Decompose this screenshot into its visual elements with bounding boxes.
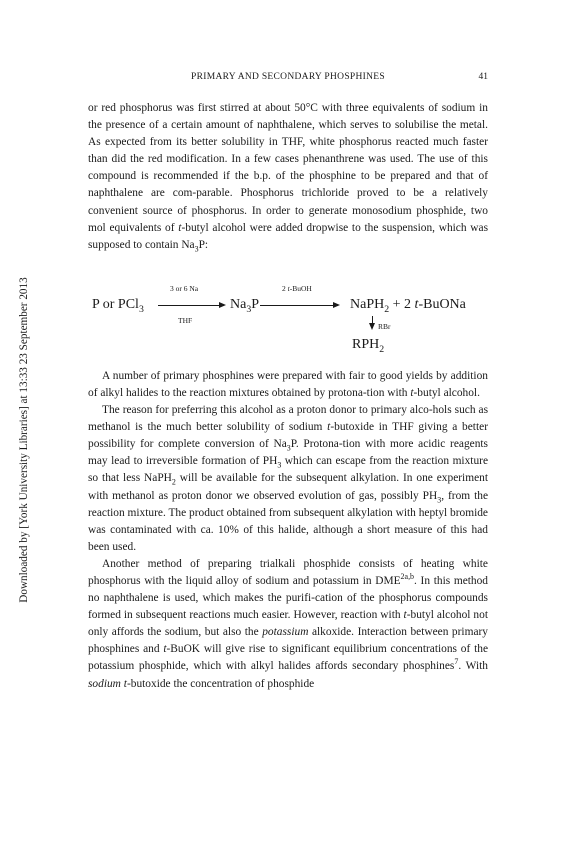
paragraph-3 xyxy=(88,402,488,556)
arrow1-reagent-label: 3 or 6 Na xyxy=(170,283,199,293)
p3-subscript: 3 xyxy=(277,460,282,470)
arrow2-reagent-label: 2 t-BuOH xyxy=(282,283,312,293)
p4-italic: t xyxy=(123,677,127,690)
p3-italic: t xyxy=(327,421,331,434)
p3-subscript: 2 xyxy=(171,477,176,487)
p3-text: , from the reaction mixture. The product obtained from subsequent alkylation with heptyl bromide was contaminated with ca. 10% of this halide, although a short measure of this had been used. xyxy=(88,489,488,553)
p2-text: A number of primary phosphines were prepared with fair to good yields by addition of alkyl halides to the reaction mixtures obtained by protona-tion with xyxy=(88,369,488,399)
p3-text: The reason for preferring this alcohol as a proton donor to primary alco-hols such as methanol is the much better solubility of sodium xyxy=(88,404,488,434)
reaction-arrow-2 xyxy=(260,305,338,306)
p1-text: or red phosphorus was first stirred at about 50°C with three equivalents of sodium in the presence of a certain amount of naphthalene, which serves to solubilise the metal. As expected from its better solubility in THF, white phosphorus reacted much faster than did the red modification. In a few cases phenanthrene was used. The use of this compound is recommended if the b.p. of the phosphine to be prepared and that of naphthalene are com-parable. Phosphorus trichloride proved to be a relatively convenient source of phosphorus. In order to generate monosodium phosphide, two mol equivalents of xyxy=(88,102,488,234)
down-arrow-reagent-label: RBr xyxy=(378,321,391,331)
p3-text: will be available for the subsequent alkylation. In one experiment with methanol as proton donor we observed evolution of gas, possibly PH xyxy=(88,472,488,502)
scheme-final-product: $RPH_2$ xyxy=(352,336,385,355)
p4-text: . With xyxy=(458,660,489,673)
download-watermark-text: Downloaded by [York University Libraries] at 13:33 23 September 2013 xyxy=(18,277,30,603)
p4-italic: t xyxy=(403,609,407,622)
arrow1-solvent-label: THF xyxy=(178,315,193,325)
p1-italic: t xyxy=(178,221,182,234)
p4-text: . In this method no naphthalene is used, which makes the purifi-cation of the phosphorus compounds formed in subsequent reactions much easier. However, reaction with xyxy=(88,574,488,622)
download-watermark xyxy=(4,180,30,700)
running-header xyxy=(88,72,488,86)
p1-text: P: xyxy=(198,238,209,251)
p3-subscript: 3 xyxy=(437,494,442,504)
p1-subscript: 3 xyxy=(194,244,199,254)
scheme-intermediate: $Na_3P$ xyxy=(230,296,260,315)
scheme-reactant: P or PCl$_3$ xyxy=(92,296,144,315)
p3-subscript: 3 xyxy=(286,443,291,453)
citation-2ab: 2a,b xyxy=(400,572,415,582)
body-text xyxy=(88,100,488,693)
paragraph-2 xyxy=(88,368,488,402)
citation-7: 7 xyxy=(454,657,459,667)
paragraph-1 xyxy=(88,100,488,254)
p4-italic: potassium xyxy=(262,626,309,639)
p4-text: -butoxide the concentration of phosphide xyxy=(126,677,315,690)
p4-text: -butyl alcohol not only affords the sodium, but also the xyxy=(88,609,488,639)
reaction-arrow-1 xyxy=(158,305,224,306)
p3-text: which can escape from the reaction mixture so that less NaPH xyxy=(88,455,488,485)
p1-text: -butyl alcohol were added dropwise to the suspension, which was supposed to contain Na xyxy=(88,221,488,251)
page-number: 41 xyxy=(478,72,488,82)
p4-text: alkoxide. Interaction between primary phosphines and xyxy=(88,626,488,656)
p3-text: P. Protona-tion with more acidic reagents may lead to irreversible formation of PH xyxy=(88,438,488,468)
p4-text: -BuOK will give rise to significant equilibrium concentrations of the potassium phosphide, which with alkyl halides affords secondary phosphines xyxy=(88,643,489,673)
running-header-title: PRIMARY AND SECONDARY PHOSPHINES xyxy=(191,72,385,82)
p4-text: Another method of preparing trialkali phosphide consists of heating white phosphorus with the liquid alloy of sodium and potassium in DME xyxy=(88,557,488,587)
reaction-scheme xyxy=(88,256,488,364)
p4-italic: sodium xyxy=(88,677,121,690)
reaction-arrow-down xyxy=(372,316,373,328)
p3-text: -butoxide in THF giving a better possibility for complete conversion of Na xyxy=(88,421,488,451)
p2-italic: t xyxy=(410,386,414,399)
p2-text: -butyl alcohol. xyxy=(413,386,480,399)
paragraph-4 xyxy=(88,556,488,693)
scheme-product: NaPH$_2$ + 2 t-BuONa xyxy=(350,296,466,315)
p4-italic: t xyxy=(163,643,167,656)
